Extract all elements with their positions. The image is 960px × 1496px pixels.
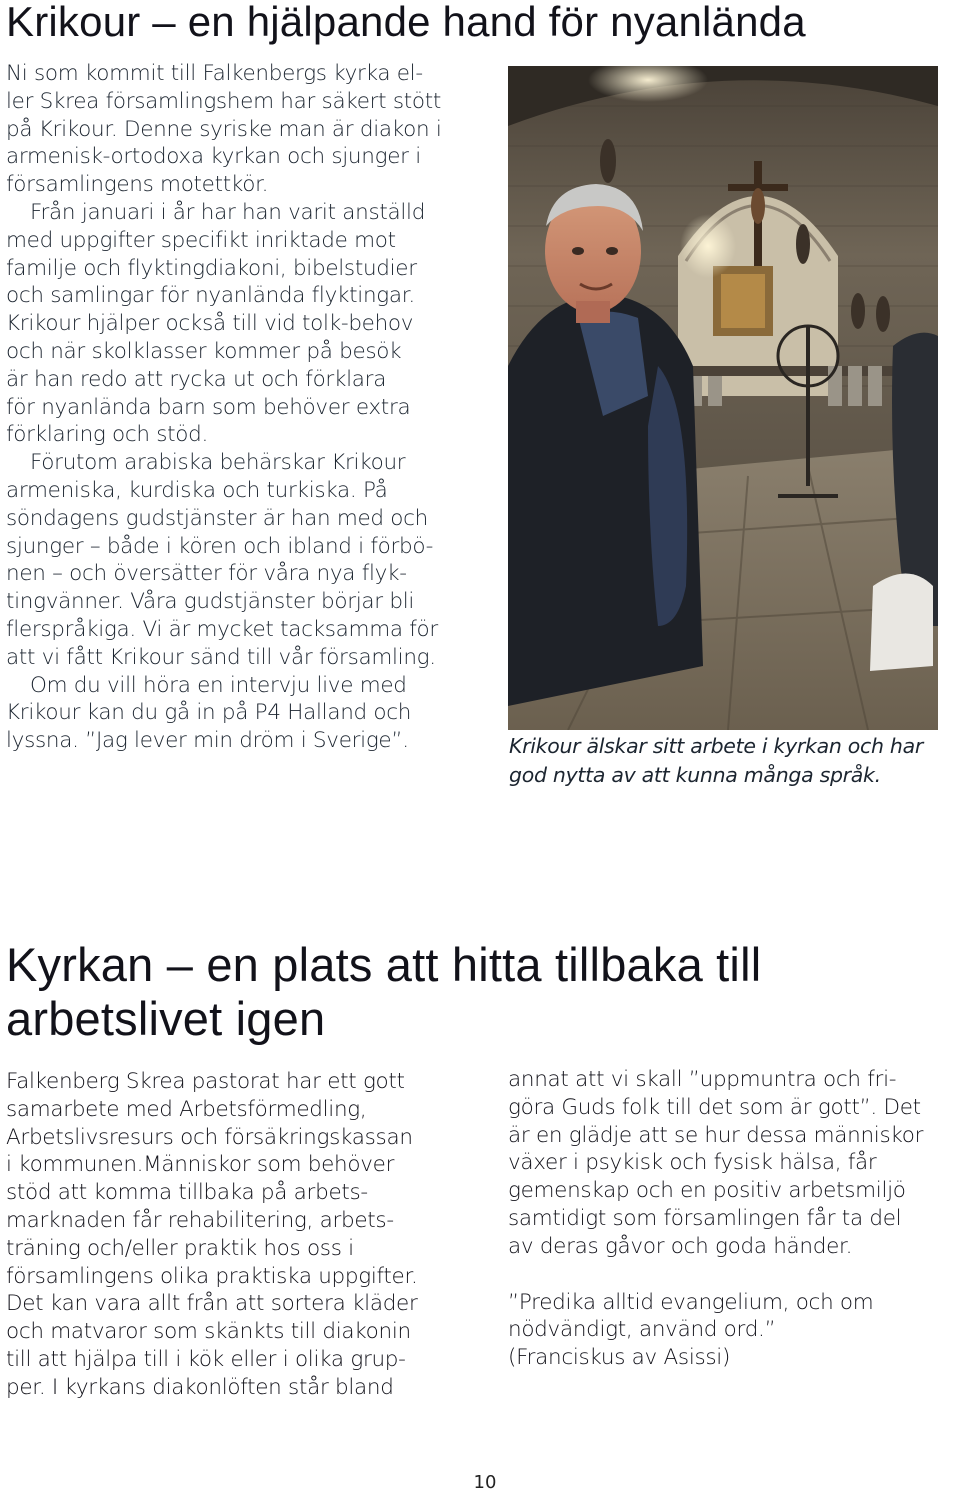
body-line: Ni som kommit till Falkenbergs kyrka el- <box>6 61 423 86</box>
body-line: Förutom arabiska behärskar Krikour <box>30 450 406 476</box>
body-line: samtidigt som församlingen får ta del <box>508 1205 902 1231</box>
body-line: församlingens motettkör. <box>6 172 269 198</box>
body-line: församlingens olika praktiska uppgifter. <box>6 1263 418 1289</box>
caption-line: god nytta av att kunna många språk. <box>509 763 881 787</box>
body-line: i kommunen.Människor som behöver <box>6 1152 395 1178</box>
body-line: med uppgifter specifikt inriktade mot <box>6 227 396 253</box>
article-title: Krikour – en hjälpande hand för nyanlända <box>6 0 806 45</box>
body-line: familje och flyktingdiakoni, bibelstudier <box>6 255 417 281</box>
body-line: av deras gåvor och goda händer. <box>508 1233 853 1259</box>
caption-line: Krikour älskar sitt arbete i kyrkan och har <box>509 734 923 758</box>
quote-line: nödvändigt, använd ord.” <box>508 1317 776 1343</box>
body-line: samarbete med Arbetsförmedling, <box>6 1096 367 1122</box>
body-line: göra Guds folk till det som är gott”. Det <box>508 1094 921 1120</box>
body-line: på Krikour. Denne syriske man är diakon i <box>6 116 442 142</box>
article-column-right <box>508 1066 958 1372</box>
body-line: träning och/eller praktik hos oss i <box>6 1235 354 1261</box>
body-line: förklaring och stöd. <box>6 422 209 448</box>
body-line: lyssna. ”Jag lever min dröm i Sverige”. <box>6 728 409 754</box>
church-photo <box>508 66 938 730</box>
body-line: Från januari i år har han varit anställd <box>30 199 426 225</box>
title-line: Kyrkan – en plats att hitta tillbaka till <box>6 938 762 991</box>
photo-caption <box>509 732 949 790</box>
page-number: 10 <box>473 1472 497 1493</box>
body-line: armeniska, kurdiska och turkiska. På <box>6 477 388 503</box>
body-line: per. I kyrkans diakonlöften står bland <box>6 1374 394 1400</box>
body-line: och när skolklasser kommer på besök <box>6 338 402 364</box>
body-line: Arbetslivsresurs och försäkringskassan <box>6 1124 413 1150</box>
body-line: söndagens gudstjänster är han med och <box>6 505 428 531</box>
body-line: gemenskap och en positiv arbetsmiljö <box>508 1178 906 1204</box>
body-line: Det kan vara allt från att sortera kläder <box>6 1291 418 1317</box>
body-line: växer i psykisk och fysisk hälsa, får <box>508 1150 877 1176</box>
body-line: och samlingar för nyanlända flyktingar. <box>6 283 415 309</box>
body-line: är en glädje att se hur dessa människor <box>508 1122 924 1148</box>
body-line: till att hjälpa till i kök eller i olika grup- <box>6 1346 406 1372</box>
body-line: flerspråkiga. Vi är mycket tacksamma för <box>6 616 438 642</box>
body-line: annat att vi skall ”uppmuntra och fri- <box>508 1067 897 1092</box>
body-line: armenisk-ortodoxa kyrkan och sjunger i <box>6 144 421 170</box>
body-line: Krikour hjälper också till vid tolk-behov <box>6 311 414 337</box>
title-line: arbetslivet igen <box>6 992 326 1045</box>
body-line: Om du vill höra en intervju live med <box>30 672 407 698</box>
body-line: är han redo att rycka ut och förklara <box>6 366 387 392</box>
body-line: stöd att komma tillbaka på arbets- <box>6 1180 368 1206</box>
article-title <box>6 938 956 1046</box>
body-line: Falkenberg Skrea pastorat har ett gott <box>6 1069 405 1094</box>
quote-attribution: (Franciskus av Asissi) <box>508 1345 731 1371</box>
body-line: att vi fått Krikour sänd till vår församling. <box>6 644 436 670</box>
body-line: och matvaror som skänkts till diakonin <box>6 1319 411 1345</box>
body-line: nen – och översätter för våra nya flyk- <box>6 561 407 587</box>
body-line: Krikour kan du gå in på P4 Halland och <box>6 700 412 726</box>
body-line: ler Skrea församlingshem har säkert stött <box>6 88 441 114</box>
body-line: för nyanlända barn som behöver extra <box>6 394 411 420</box>
body-line: sjunger – både i kören och ibland i förbö- <box>6 533 434 559</box>
body-line: tingvänner. Våra gudstjänster börjar bli <box>6 589 415 615</box>
article-column-left <box>6 1068 476 1402</box>
quote-line: ”Predika alltid evangelium, och om <box>508 1289 874 1315</box>
article-body <box>6 60 496 755</box>
body-line: marknaden får rehabilitering, arbets- <box>6 1207 394 1233</box>
